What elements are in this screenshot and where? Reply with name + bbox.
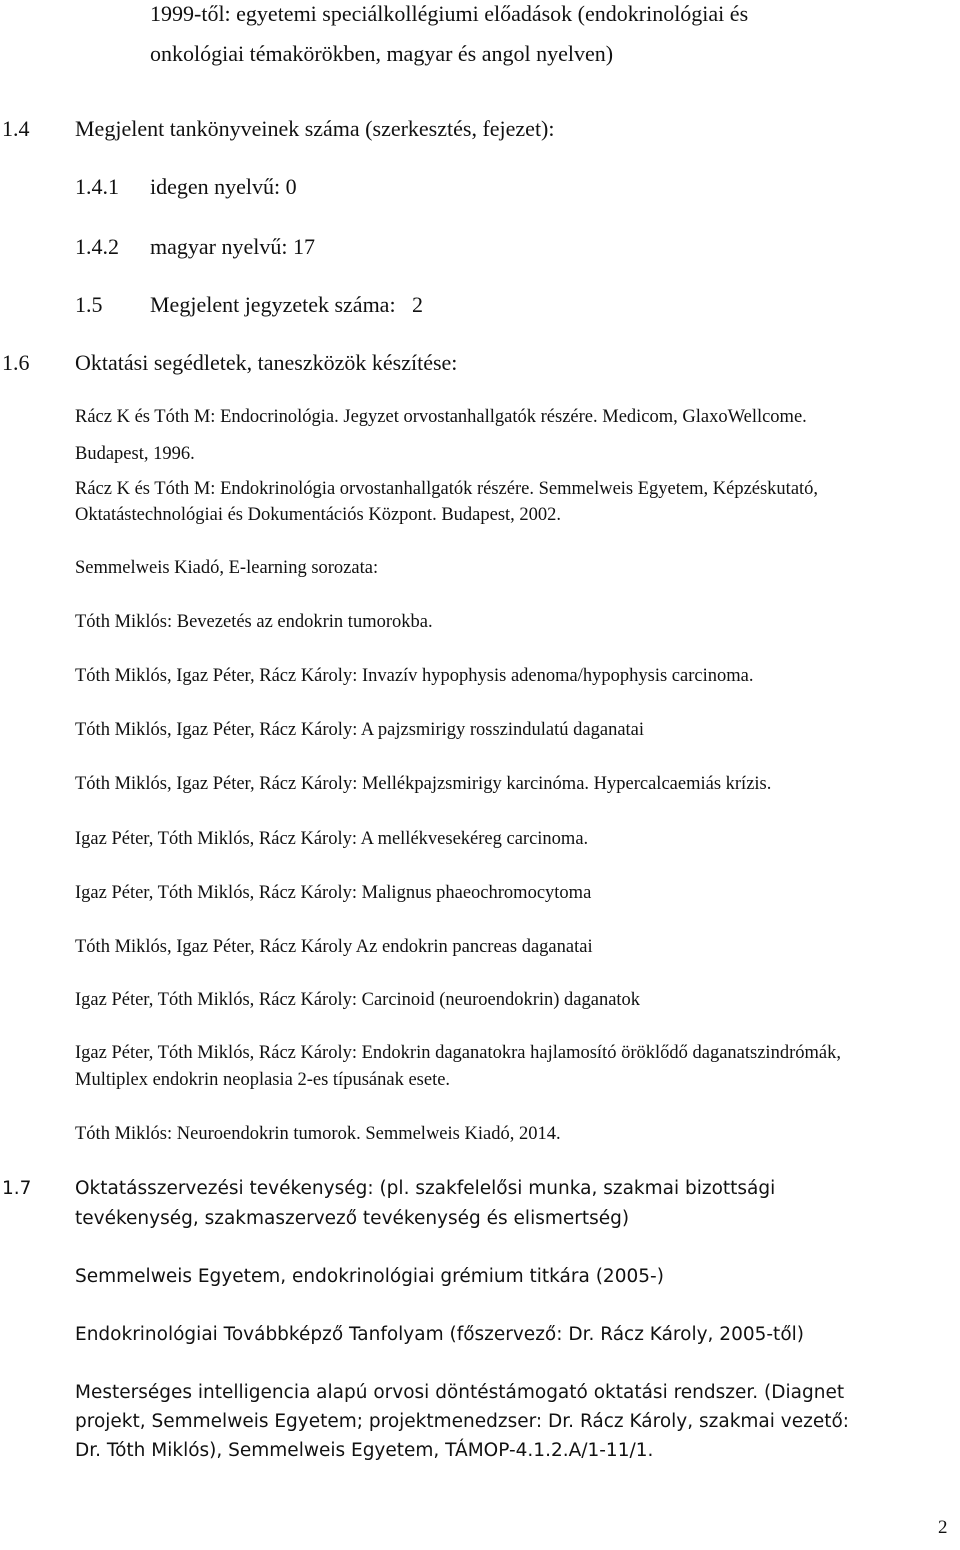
- section-1-4-1: [0, 174, 960, 202]
- section-number: 1.4.2: [75, 234, 119, 259]
- section-1-7: [0, 1178, 960, 1208]
- list-item: Igaz Péter, Tóth Miklós, Rácz Károly: Carcinoid (neuroendokrin) daganatok: [75, 990, 641, 1010]
- section-number: 1.5: [75, 292, 103, 317]
- section-number: 1.4: [2, 116, 30, 141]
- list-item: Budapest, 1996.: [75, 444, 195, 464]
- list-item: Tóth Miklós: Neuroendokrin tumorok. Semmelweis Kiadó, 2014.: [75, 1124, 561, 1144]
- list-item: Tóth Miklós, Igaz Péter, Rácz Károly: A pajzsmirigy rosszindulatú daganatai: [75, 720, 645, 740]
- intro-line-2: onkológiai témakörökben, magyar és angol nyelven): [150, 41, 614, 66]
- list-item: Dr. Tóth Miklós), Semmelweis Egyetem, TÁMOP-4.1.2.A/1-11/1.: [75, 1440, 654, 1461]
- section-number: 1.7: [2, 1178, 32, 1199]
- section-1-4-2: [0, 234, 960, 262]
- list-item: Tóth Miklós, Igaz Péter, Rácz Károly: Invazív hypophysis adenoma/hypophysis carcinoma.: [75, 666, 754, 686]
- section-number: 1.6: [2, 350, 30, 375]
- list-item: Tóth Miklós, Igaz Péter, Rácz Károly Az endokrin pancreas daganatai: [75, 937, 593, 957]
- section-heading: idegen nyelvű: 0: [150, 174, 297, 199]
- section-heading: Oktatási segédletek, taneszközök készítése:: [75, 350, 458, 375]
- page-number: 2: [938, 1517, 948, 1538]
- list-item: projekt, Semmelweis Egyetem; projektmenedzser: Dr. Rácz Károly, szakmai vezető:: [75, 1411, 850, 1432]
- intro-line-1: 1999-től: egyetemi speciálkollégiumi előadások (endokrinológiai és: [150, 1, 749, 26]
- list-item: Rácz K és Tóth M: Endocrinológia. Jegyzet orvostanhallgatók részére. Medicom, GlaxoWellcome.: [75, 407, 807, 427]
- section-heading: magyar nyelvű: 17: [150, 234, 315, 259]
- section-heading-continued: tevékenység, szakmaszervező tevékenység és elismertség): [75, 1208, 630, 1229]
- list-item: Igaz Péter, Tóth Miklós, Rácz Károly: Malignus phaeochromocytoma: [75, 883, 592, 903]
- section-1-5: [0, 292, 960, 320]
- list-item: Semmelweis Egyetem, endokrinológiai grémium titkára (2005-): [75, 1266, 664, 1287]
- list-item: Igaz Péter, Tóth Miklós, Rácz Károly: A mellékvesekéreg carcinoma.: [75, 829, 589, 849]
- list-item: Tóth Miklós: Bevezetés az endokrin tumorokba.: [75, 612, 433, 632]
- section-heading: Megjelent jegyzetek száma: 2: [150, 292, 424, 317]
- list-item: Endokrinológiai Továbbképző Tanfolyam (főszervező: Dr. Rácz Károly, 2005-től): [75, 1324, 804, 1345]
- list-item: Rácz K és Tóth M: Endokrinológia orvostanhallgatók részére. Semmelweis Egyetem, Képzéskutató,: [75, 479, 819, 499]
- section-heading: Megjelent tankönyveinek száma (szerkesztés, fejezet):: [75, 116, 555, 141]
- section-1-6: [0, 350, 960, 378]
- list-item: Igaz Péter, Tóth Miklós, Rácz Károly: Endokrin daganatokra hajlamosító öröklődő daganatszindrómák,: [75, 1043, 841, 1063]
- list-item: Multiplex endokrin neoplasia 2-es típusának esete.: [75, 1070, 451, 1090]
- section-heading: Oktatásszervezési tevékenység: (pl. szakfelelősi munka, szakmai bizottsági: [75, 1178, 776, 1199]
- list-item: Tóth Miklós, Igaz Péter, Rácz Károly: Mellékpajzsmirigy karcinóma. Hypercalcaemiás krízis.: [75, 774, 772, 794]
- list-item: Oktatástechnológiai és Dokumentációs Központ. Budapest, 2002.: [75, 505, 562, 525]
- list-item: Semmelweis Kiadó, E-learning sorozata:: [75, 558, 379, 578]
- section-number: 1.4.1: [75, 174, 119, 199]
- section-1-4: [0, 116, 960, 144]
- list-item: Mesterséges intelligencia alapú orvosi döntéstámogató oktatási rendszer. (Diagnet: [75, 1382, 845, 1403]
